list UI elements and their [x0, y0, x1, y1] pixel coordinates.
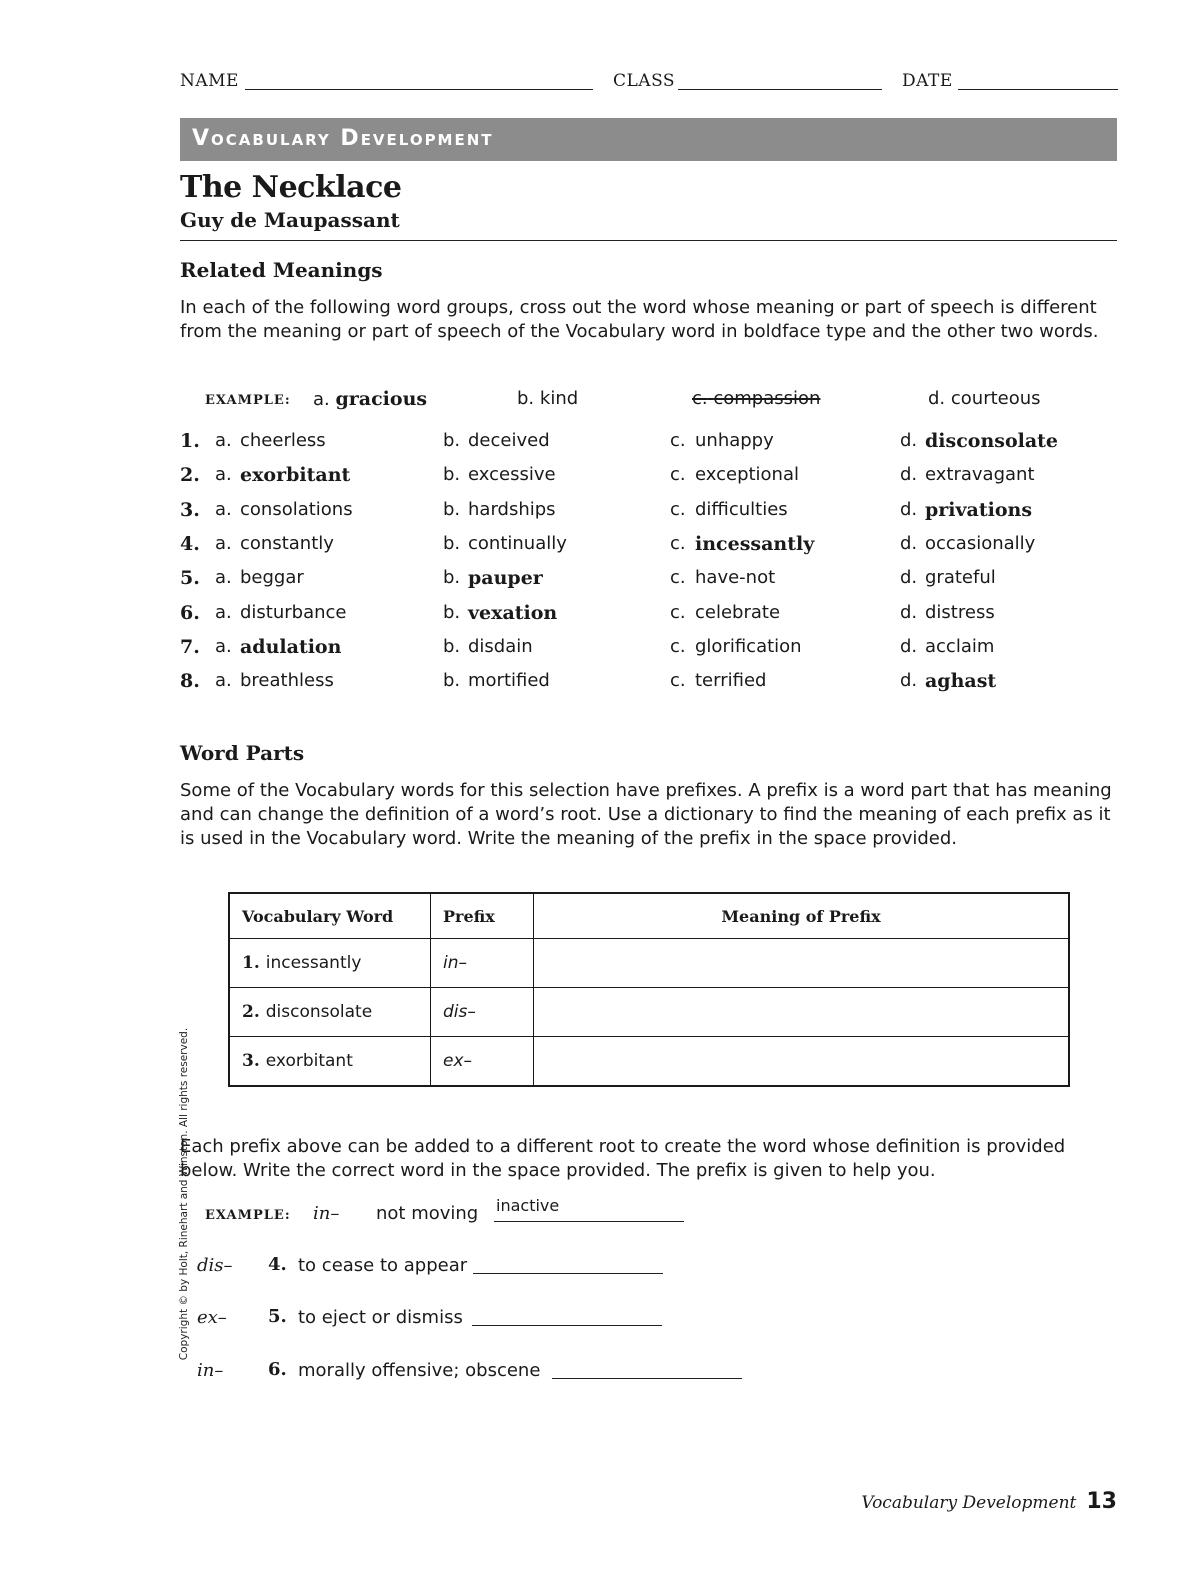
option-c-word[interactable]: glorification: [695, 636, 802, 657]
option-letter: a.: [215, 464, 232, 485]
item-4-answer-line[interactable]: [473, 1255, 663, 1274]
option-letter: d.: [900, 533, 918, 554]
option-letter: a.: [215, 636, 232, 657]
item-number: 1.: [180, 430, 200, 452]
option-letter: b.: [443, 670, 461, 691]
copyright-notice: Copyright © by Holt, Rinehart and Winston. All rights reserved.: [178, 1027, 190, 1361]
meaning-answer-cell[interactable]: [534, 1037, 1070, 1087]
vocab-word-cell: [229, 988, 431, 1037]
option-letter: b.: [443, 533, 461, 554]
related-item-row: [0, 533, 1200, 557]
vocabulary-word-option[interactable]: aghast: [925, 670, 997, 692]
option-d-word[interactable]: distress: [925, 602, 995, 623]
section-banner: [180, 118, 1117, 161]
example-option-b: [517, 388, 578, 409]
option-letter: c.: [670, 567, 686, 588]
option-word: courteous: [950, 388, 1041, 409]
item-number: 7.: [180, 636, 200, 658]
item-6-number: 6.: [268, 1359, 287, 1380]
table-row: [229, 1037, 1069, 1087]
page-title: The Necklace: [180, 170, 402, 205]
item-5-definition: to eject or dismiss: [298, 1307, 463, 1328]
item-4-prefix: dis–: [197, 1255, 233, 1276]
date-field[interactable]: [958, 89, 1118, 90]
option-letter: a.: [215, 499, 232, 520]
example-option-c-crossed: [692, 388, 820, 409]
related-meanings-heading: Related Meanings: [180, 258, 383, 282]
page-footer: [861, 1489, 1117, 1514]
vocabulary-word-option[interactable]: adulation: [240, 636, 342, 658]
option-letter: c.: [670, 670, 686, 691]
option-letter: a.: [215, 602, 232, 623]
related-item-row: [0, 464, 1200, 488]
table-header-row: [229, 893, 1069, 939]
col-vocabulary-word: Vocabulary Word: [229, 893, 431, 939]
option-letter: b.: [443, 636, 461, 657]
related-item-row: [0, 430, 1200, 454]
option-letter: b.: [517, 388, 535, 409]
option-letter: d.: [900, 636, 918, 657]
prefix-cell: dis–: [431, 988, 534, 1037]
option-letter: c.: [670, 602, 686, 623]
option-letter: d.: [900, 602, 918, 623]
option-letter: b.: [443, 464, 461, 485]
option-letter: b.: [443, 430, 461, 451]
vocab-word: incessantly: [265, 953, 362, 973]
prefix-cell: ex–: [431, 1037, 534, 1087]
prefix-cell: in–: [431, 939, 534, 988]
example-option-a: [313, 388, 427, 410]
option-word: compassion: [713, 388, 821, 409]
col-prefix: Prefix: [431, 893, 534, 939]
prefix-table: [228, 892, 1070, 1087]
item-5-prefix: ex–: [197, 1307, 227, 1328]
option-letter: c.: [670, 430, 686, 451]
example-label-2: EXAMPLE:: [205, 1208, 291, 1223]
option-letter: a.: [215, 567, 232, 588]
option-letter: d.: [900, 430, 918, 451]
option-letter: c.: [692, 388, 708, 409]
item-number: 2.: [180, 464, 200, 486]
related-example-row: [0, 388, 1200, 412]
vocab-word: disconsolate: [265, 1002, 373, 1022]
item-number: 8.: [180, 670, 200, 692]
col-meaning-of-prefix: Meaning of Prefix: [534, 893, 1070, 939]
option-c-word[interactable]: terrified: [695, 670, 767, 691]
class-field[interactable]: [678, 89, 882, 90]
option-b-word[interactable]: disdain: [468, 636, 533, 657]
meaning-answer-cell[interactable]: [534, 939, 1070, 988]
author: Guy de Maupassant: [180, 208, 400, 232]
vocabulary-word-option[interactable]: privations: [925, 499, 1033, 521]
related-item-row: [0, 602, 1200, 626]
option-letter: b.: [443, 499, 461, 520]
item-5-number: 5.: [268, 1306, 287, 1327]
item-number: 5.: [180, 567, 200, 589]
vocabulary-word-option[interactable]: vexation: [468, 602, 558, 624]
example-option-d: [928, 388, 1041, 409]
option-letter: a.: [313, 389, 330, 410]
example-label: EXAMPLE:: [205, 393, 291, 408]
example-answer: inactive: [496, 1196, 560, 1215]
name-label: NAME: [180, 71, 239, 91]
example-prefix: in–: [313, 1203, 340, 1224]
item-5-answer-line[interactable]: [472, 1307, 662, 1326]
option-letter: c.: [670, 499, 686, 520]
word-parts-instructions: Some of the Vocabulary words for this selection have prefixes. A prefix is a word part that has meaning and can change the definition of a word’s root. Use a dictionary to find the meaning of each prefix as it is used in the Vocabulary word. Write the meaning of the prefix in the space provided.: [180, 780, 1112, 849]
option-word: gracious: [335, 388, 428, 410]
option-c-word[interactable]: have-not: [695, 567, 776, 588]
option-a-word[interactable]: consolations: [240, 499, 353, 520]
item-number: 4.: [180, 533, 200, 555]
option-c-word[interactable]: unhappy: [695, 430, 774, 451]
option-c-word[interactable]: exceptional: [695, 464, 800, 485]
option-letter: a.: [215, 533, 232, 554]
related-item-row: [0, 499, 1200, 523]
option-letter: d.: [900, 567, 918, 588]
related-item-row: [0, 567, 1200, 591]
item-6-answer-line[interactable]: [552, 1360, 742, 1379]
option-d-word[interactable]: grateful: [925, 567, 996, 588]
banner-title: Vocabulary Development: [192, 126, 494, 151]
vocabulary-word-option[interactable]: exorbitant: [240, 464, 351, 486]
option-letter: d.: [900, 464, 918, 485]
option-letter: d.: [900, 499, 918, 520]
row-number: 3.: [242, 1051, 260, 1071]
meaning-answer-cell[interactable]: [534, 988, 1070, 1037]
option-b-word[interactable]: continually: [468, 533, 567, 554]
option-c-word[interactable]: celebrate: [695, 602, 781, 623]
option-a-word[interactable]: constantly: [240, 533, 334, 554]
option-letter: d.: [900, 670, 918, 691]
item-number: 6.: [180, 602, 200, 624]
item-number: 3.: [180, 499, 200, 521]
footer-section-name: Vocabulary Development: [861, 1493, 1077, 1513]
item-6-prefix: in–: [197, 1360, 224, 1381]
name-field[interactable]: [245, 89, 593, 90]
class-label: CLASS: [613, 71, 676, 91]
word-parts-instructions-2: Each prefix above can be added to a different root to create the word whose definition is provided below. Write the correct word in the space provided. The prefix is given to help you.: [180, 1136, 1066, 1181]
item-4-definition: to cease to appear: [298, 1255, 468, 1276]
option-a-word[interactable]: breathless: [240, 670, 334, 691]
related-item-row: [0, 636, 1200, 660]
vocab-word: exorbitant: [265, 1051, 353, 1071]
vocab-word-cell: [229, 939, 431, 988]
word-parts-heading: Word Parts: [180, 741, 305, 765]
option-c-word[interactable]: difficulties: [695, 499, 788, 520]
related-instructions: In each of the following word groups, cross out the word whose meaning or part of speech is different from the meaning or part of speech of the Vocabulary word in boldface type and the other two words.: [180, 297, 1099, 342]
item-6-definition: morally offensive; obscene: [298, 1360, 541, 1381]
item-4-number: 4.: [268, 1254, 287, 1275]
option-b-word[interactable]: mortified: [468, 670, 550, 691]
row-number: 2.: [242, 1002, 260, 1022]
table-row: [229, 988, 1069, 1037]
date-label: DATE: [902, 71, 953, 91]
option-word: kind: [539, 388, 579, 409]
option-letter: c.: [670, 464, 686, 485]
option-d-word[interactable]: acclaim: [925, 636, 995, 657]
option-letter: b.: [443, 567, 461, 588]
option-a-word[interactable]: disturbance: [240, 602, 347, 623]
vocabulary-word-option[interactable]: pauper: [468, 567, 543, 589]
option-letter: a.: [215, 670, 232, 691]
option-letter: a.: [215, 430, 232, 451]
example-definition: not moving: [376, 1203, 479, 1224]
option-letter: c.: [670, 533, 686, 554]
vocabulary-word-option[interactable]: incessantly: [695, 533, 815, 555]
option-b-word[interactable]: excessive: [468, 464, 556, 485]
row-number: 1.: [242, 953, 260, 973]
option-d-word[interactable]: occasionally: [925, 533, 1036, 554]
option-a-word[interactable]: cheerless: [240, 430, 326, 451]
option-b-word[interactable]: hardships: [468, 499, 556, 520]
vocabulary-word-option[interactable]: disconsolate: [925, 430, 1059, 452]
title-divider: [180, 240, 1117, 241]
option-letter: d.: [928, 388, 946, 409]
vocab-word-cell: [229, 1037, 431, 1087]
option-letter: b.: [443, 602, 461, 623]
option-d-word[interactable]: extravagant: [925, 464, 1035, 485]
option-letter: c.: [670, 636, 686, 657]
option-b-word[interactable]: deceived: [468, 430, 550, 451]
related-item-row: [0, 670, 1200, 694]
page-number: 13: [1086, 1489, 1117, 1514]
table-row: [229, 939, 1069, 988]
option-a-word[interactable]: beggar: [240, 567, 304, 588]
